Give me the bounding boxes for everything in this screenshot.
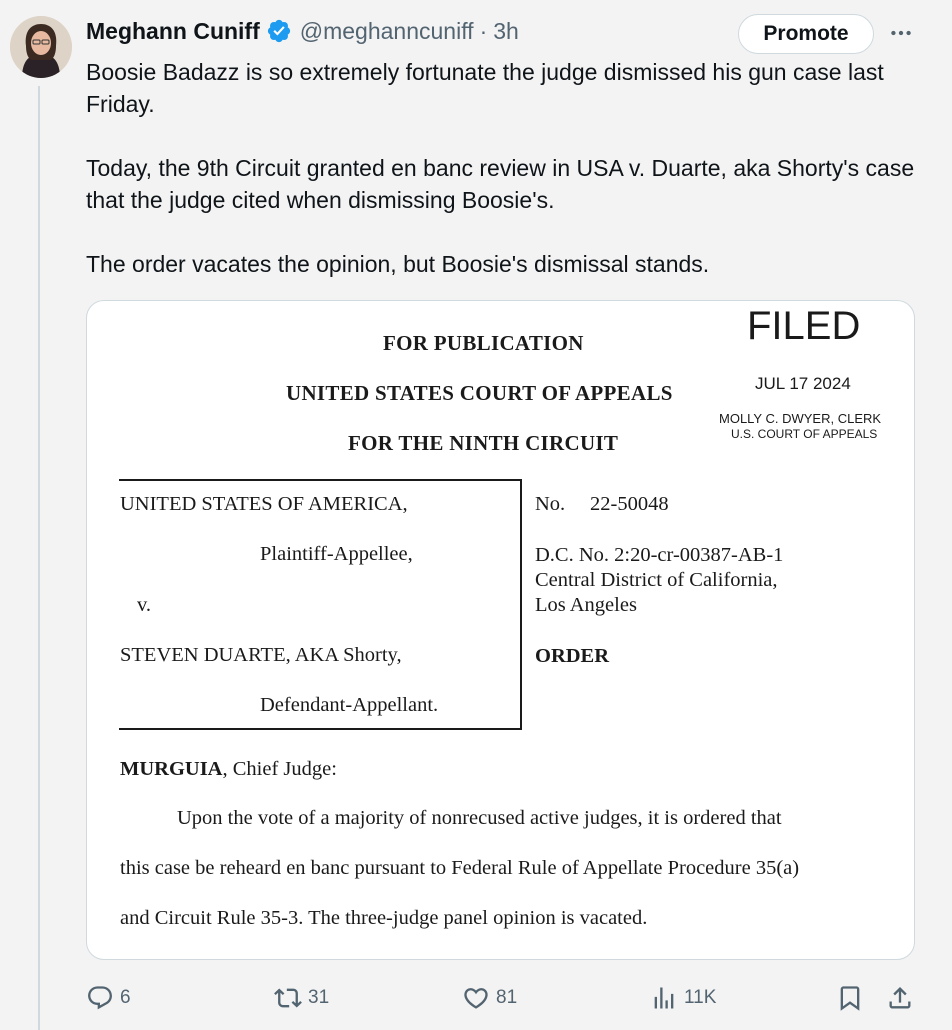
timestamp[interactable]: 3h bbox=[493, 17, 519, 44]
doc-case-no-label: No. bbox=[535, 493, 566, 515]
doc-clerk-office: U.S. COURT OF APPEALS bbox=[731, 427, 878, 441]
more-options-icon[interactable] bbox=[884, 18, 918, 48]
doc-filed-date: JUL 17 2024 bbox=[755, 374, 851, 393]
doc-judge-line bbox=[120, 758, 337, 781]
like-button[interactable] bbox=[462, 976, 517, 1020]
analytics-icon bbox=[650, 984, 678, 1012]
doc-district: Central District of California, bbox=[535, 569, 778, 591]
tweet-paragraph-2: Today, the 9th Circuit granted en banc review in USA v. Duarte, aka Shorty's case that the judge cited when dismissing Boosie's. bbox=[86, 155, 915, 213]
doc-dc-no: D.C. No. 2:20-cr-00387-AB-1 bbox=[535, 544, 784, 566]
court-order-document bbox=[87, 301, 915, 960]
views-button[interactable] bbox=[650, 976, 716, 1020]
doc-body-line-2: this case be reheard en banc pursuant to Federal Rule of Appellate Procedure 35(a) bbox=[120, 857, 800, 879]
verified-badge-icon[interactable] bbox=[266, 18, 292, 44]
doc-judge-title: , Chief Judge: bbox=[222, 758, 337, 780]
bookmark-icon bbox=[836, 984, 864, 1012]
doc-defendant-role: Defendant-Appellant. bbox=[260, 694, 439, 716]
bookmark-button[interactable] bbox=[836, 976, 864, 1020]
doc-city: Los Angeles bbox=[535, 594, 637, 616]
doc-filed-stamp: FILED bbox=[747, 304, 861, 348]
avatar[interactable] bbox=[10, 16, 72, 78]
display-name[interactable]: Meghann Cuniff bbox=[86, 17, 260, 44]
repost-count: 31 bbox=[308, 987, 330, 1008]
like-count: 81 bbox=[496, 987, 518, 1008]
handle[interactable]: @meghanncuniff bbox=[299, 17, 474, 44]
doc-judge-name: MURGUIA bbox=[120, 758, 223, 780]
tweet-header bbox=[86, 14, 519, 48]
reply-count: 6 bbox=[120, 987, 131, 1008]
repost-button[interactable] bbox=[274, 976, 329, 1020]
share-icon bbox=[886, 984, 914, 1012]
share-button[interactable] bbox=[886, 976, 914, 1020]
heart-icon bbox=[462, 984, 490, 1012]
doc-clerk-name: MOLLY C. DWYER, CLERK bbox=[719, 411, 882, 426]
attached-image[interactable] bbox=[86, 300, 915, 960]
doc-case-no: 22-50048 bbox=[590, 493, 669, 515]
doc-defendant: STEVEN DUARTE, AKA Shorty, bbox=[120, 644, 402, 666]
doc-body-line-3: and Circuit Rule 35-3. The three-judge panel opinion is vacated. bbox=[120, 907, 648, 929]
doc-order-label: ORDER bbox=[535, 645, 610, 667]
separator-dot: · bbox=[479, 17, 488, 44]
doc-body-line-1: Upon the vote of a majority of nonrecused active judges, it is ordered that bbox=[177, 807, 782, 829]
tweet-paragraph-3: The order vacates the opinion, but Boosie's dismissal stands. bbox=[86, 251, 710, 277]
repost-icon bbox=[274, 984, 302, 1012]
doc-circuit: FOR THE NINTH CIRCUIT bbox=[348, 431, 619, 455]
view-count: 11K bbox=[684, 987, 717, 1008]
doc-versus: v. bbox=[137, 594, 152, 616]
promote-button[interactable]: Promote bbox=[738, 14, 874, 54]
tweet-paragraph-1: Boosie Badazz is so extremely fortunate the judge dismissed his gun case last Friday. bbox=[86, 59, 884, 117]
tweet-actions bbox=[86, 976, 926, 1020]
doc-caption-box bbox=[119, 479, 522, 730]
doc-court-name: UNITED STATES COURT OF APPEALS bbox=[286, 381, 673, 405]
tweet-text bbox=[86, 56, 926, 280]
avatar-image bbox=[10, 16, 72, 78]
reply-icon bbox=[86, 984, 114, 1012]
thread-line bbox=[38, 86, 40, 1030]
doc-for-publication: FOR PUBLICATION bbox=[383, 331, 584, 355]
doc-plaintiff: UNITED STATES OF AMERICA, bbox=[120, 493, 408, 515]
doc-plaintiff-role: Plaintiff-Appellee, bbox=[260, 543, 413, 565]
reply-button[interactable] bbox=[86, 976, 131, 1020]
